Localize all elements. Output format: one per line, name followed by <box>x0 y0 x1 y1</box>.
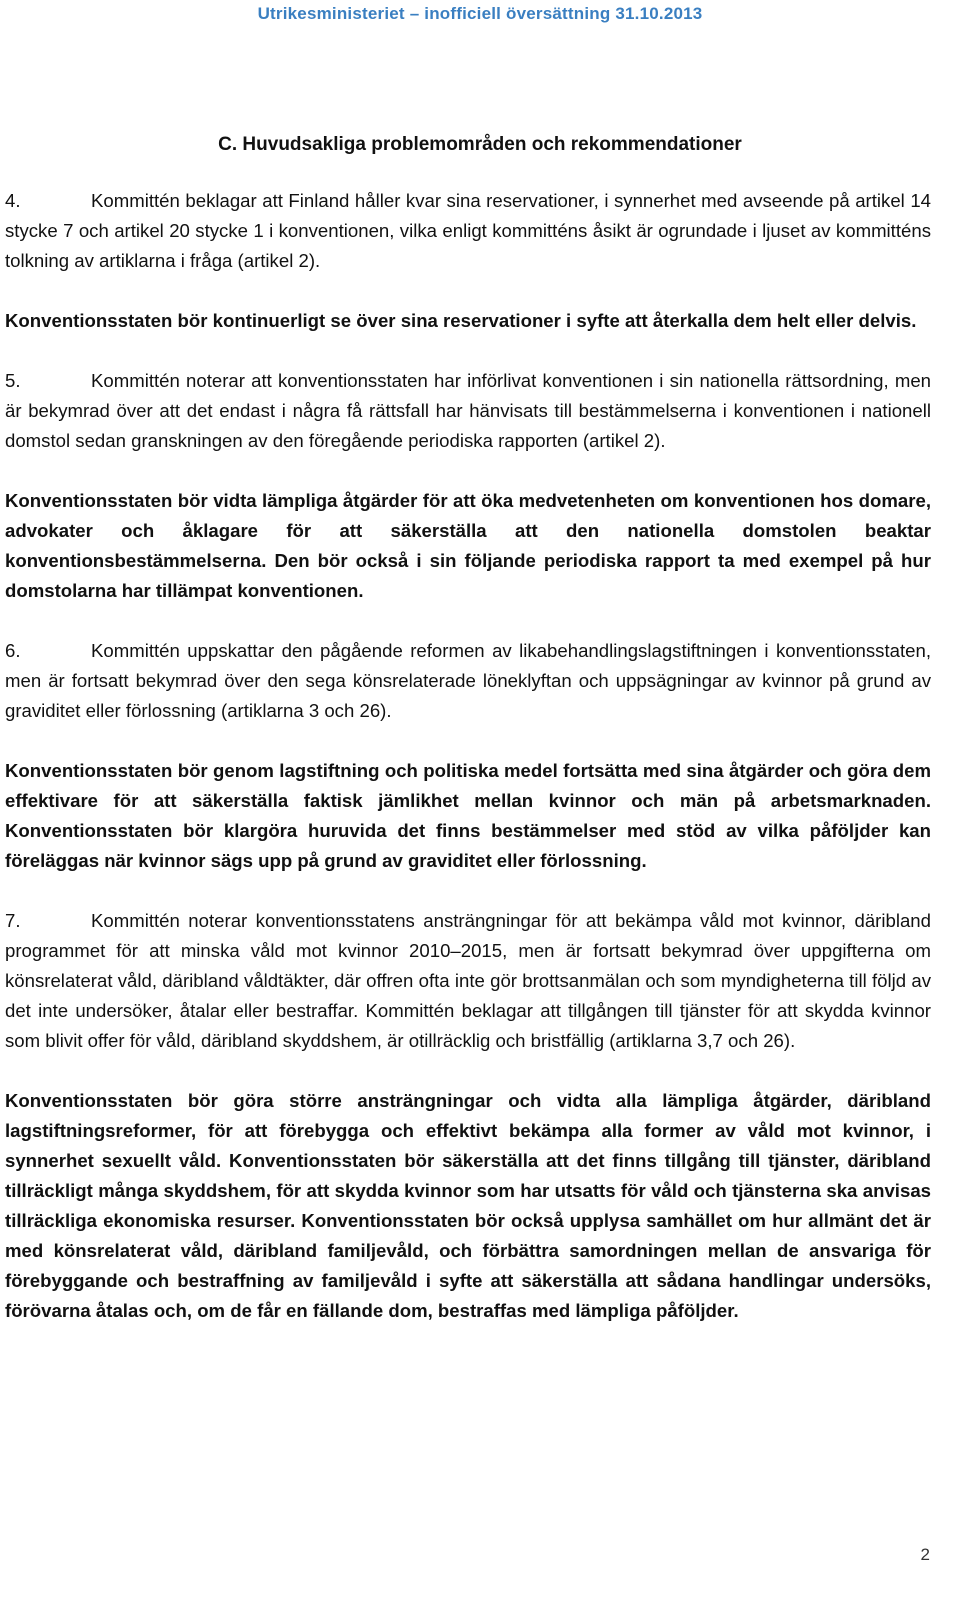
page-header: Utrikesministeriet – inofficiell översättning 31.10.2013 <box>257 4 703 23</box>
recommendation-7: Konventionsstaten bör göra större ansträngningar och vidta alla lämpliga åtgärder, däribland lagstiftningsreformer, för att förebygga och effektivt bekämpa alla former av våld mot kvinnor, i synnerhet sexuellt våld. Konventionsstaten bör säkerställa att det finns tillgång till tjänster, däribland tillräckligt många skyddshem, för att skydda kvinnor som har utsatts för våld och tjänsterna ska anvisas tillräckliga ekonomiska resurser. Konventionsstaten bör också upplysa samhället om hur allmänt det är med könsrelaterat våld, däribland familjevåld, och förbättra samordningen mellan de ansvariga för förebyggande och bestraffning av familjevåld i syfte att säkerställa att sådana handlingar undersöks, förövarna åtalas och, om de får en fällande dom, bestraffas med lämpliga påföljder. <box>5 1090 931 1321</box>
paragraph-text: Kommittén noterar konventionsstatens ansträngningar för att bekämpa våld mot kvinnor, däribland programmet för att minska våld mot kvinnor 2010–2015, men är fortsatt bekymrad över uppgifterna om könsrelaterat våld, däribland våldtäkter, där offren ofta inte gör brottsanmälan och som myndigheterna till följd av det inte undersöker, åtalar eller bestraffar. Kommittén beklagar att tillgången till tjänster för att skydda kvinnor som blivit offer för våld, däribland skyddshem, är otillräcklig och bristfällig (artiklarna 3,7 och 26). <box>5 910 931 1051</box>
paragraph-number: 7. <box>5 910 21 931</box>
paragraph-text: Kommittén beklagar att Finland håller kvar sina reservationer, i synnerhet med avseende på artikel 14 stycke 7 och artikel 20 stycke 1 i konventionen, vilka enligt kommitténs åsikt är ogrundade i ljuset av kommitténs tolkning av artiklarna i fråga (artikel 2). <box>5 190 931 271</box>
paragraph-item-5 <box>5 366 931 456</box>
section-heading: C. Huvudsakliga problemområden och rekommendationer <box>218 134 742 155</box>
page-number: 2 <box>920 1545 930 1564</box>
paragraph-item-4 <box>5 186 931 276</box>
recommendation-6: Konventionsstaten bör genom lagstiftning och politiska medel fortsätta med sina åtgärder och göra dem effektivare för att säkerställa faktisk jämlikhet mellan kvinnor och män på arbetsmarknaden. Konventionsstaten bör klargöra huruvida det finns bestämmelser med stöd av vilka påföljder kan föreläggas när kvinnor sägs upp på grund av graviditet eller förlossning. <box>5 760 931 871</box>
paragraph-number: 6. <box>5 640 21 661</box>
paragraph-number: 4. <box>5 190 21 211</box>
document-body <box>5 186 931 1356</box>
paragraph-item-7 <box>5 906 931 1056</box>
paragraph-text: Kommittén uppskattar den pågående reformen av likabehandlingslagstiftningen i konventionsstaten, men är fortsatt bekymrad över den sega könsrelaterade löneklyftan och uppsägningar av kvinnor på grund av graviditet eller förlossning (artiklarna 3 och 26). <box>5 640 931 721</box>
paragraph-text: Kommittén noterar att konventionsstaten har införlivat konventionen i sin nationella rättsordning, men är bekymrad över att det endast i några få rättsfall har hänvisats till bestämmelserna i konventionen i nationell domstol sedan granskningen av den föregående periodiska rapporten (artikel 2). <box>5 370 931 451</box>
recommendation-5: Konventionsstaten bör vidta lämpliga åtgärder för att öka medvetenheten om konventionen hos domare, advokater och åklagare för att säkerställa att den nationella domstolen beaktar konventionsbestämmelserna. Den bör också i sin följande periodiska rapport ta med exempel på hur domstolarna har tillämpat konventionen. <box>5 490 931 601</box>
recommendation-4: Konventionsstaten bör kontinuerligt se över sina reservationer i syfte att återkalla dem helt eller delvis. <box>5 310 917 331</box>
paragraph-item-6 <box>5 636 931 726</box>
paragraph-number: 5. <box>5 370 21 391</box>
